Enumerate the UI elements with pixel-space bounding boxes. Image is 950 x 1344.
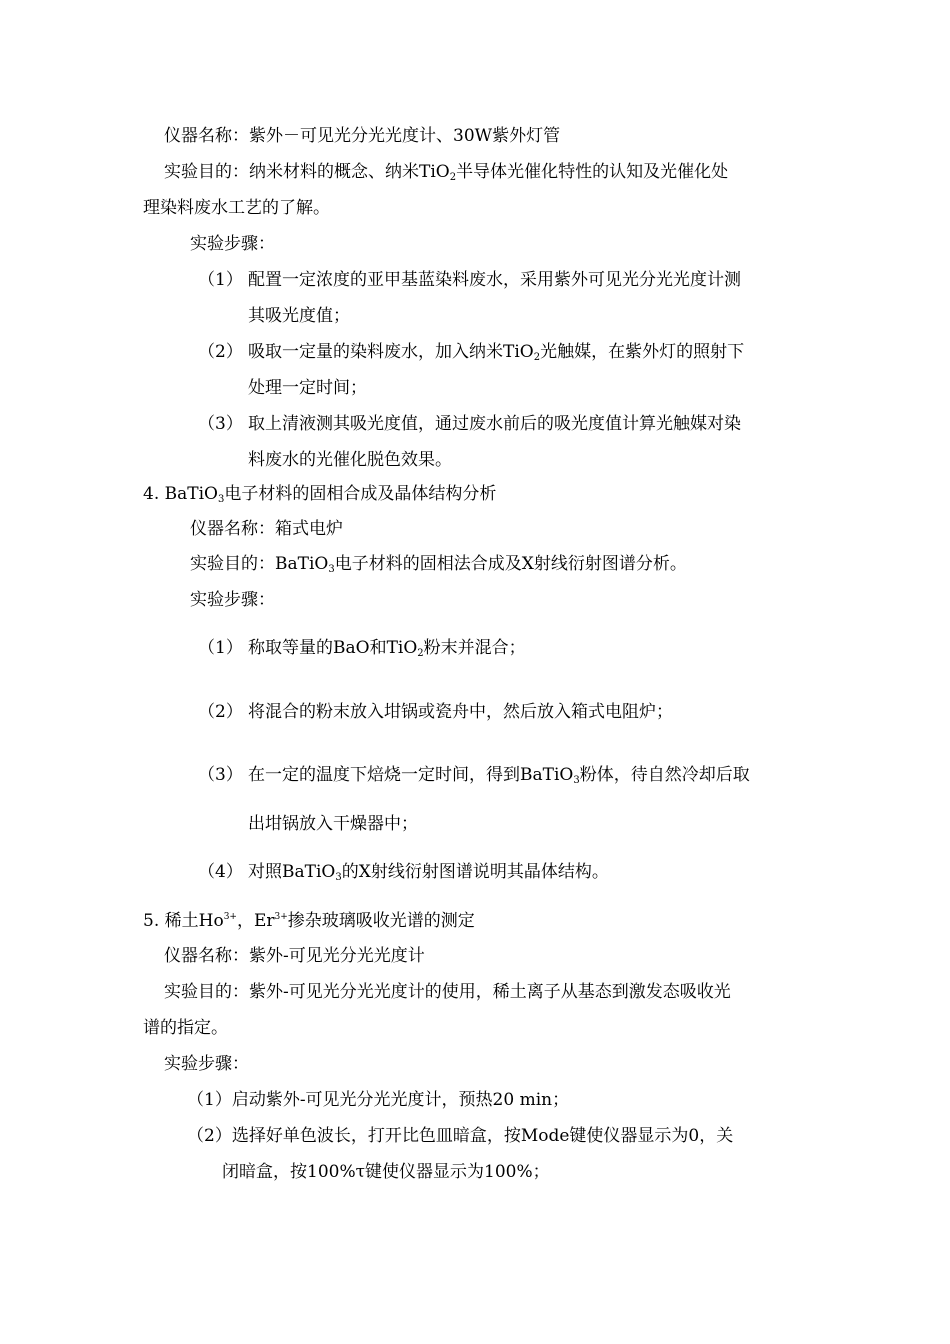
s4-step1-num: （1） [198, 638, 243, 658]
s5-step2-line2: 闭暗盒，按100%τ键使仪器显示为100%； [222, 1162, 550, 1182]
s5-steps-label: 实验步骤： [164, 1054, 249, 1074]
s5-instrument: 仪器名称：紫外-可见光分光光度计 [164, 946, 425, 966]
s4-instrument: 仪器名称：箱式电炉 [190, 519, 343, 539]
s4-step1-text: 称取等量的BaO和TiO$_2$粉末并混合； [248, 638, 526, 659]
s4-step3-num: （3） [198, 765, 243, 785]
s5-step1-line1: （1）启动紫外-可见光分光光度计，预热20 min； [187, 1090, 570, 1110]
s5-purpose-line2: 谱的指定。 [143, 1018, 228, 1038]
s3-step2-line1: 吸取一定量的染料废水，加入纳米TiO$_2$光触媒，在紫外灯的照射下 [248, 342, 745, 363]
s3-step2-line2: 处理一定时间； [248, 378, 367, 398]
s5-step2-line1: （2）选择好单色波长，打开比色皿暗盒，按Mode键使仪器显示为0，关 [187, 1126, 734, 1146]
s4-step3-line1: 在一定的温度下焙烧一定时间，得到BaTiO$_3$粉体，待自然冷却后取 [248, 765, 750, 786]
s4-step4-num: （4） [198, 862, 243, 882]
s3-purpose-line1: 实验目的：纳米材料的概念、纳米TiO$_2$半导体光催化特性的认知及光催化处 [164, 162, 729, 183]
s3-step3-line2: 料废水的光催化脱色效果。 [248, 450, 452, 470]
s5-purpose-line1: 实验目的：紫外-可见光分光光度计的使用，稀土离子从基态到激发态吸收光 [164, 982, 731, 1002]
s3-steps-label: 实验步骤： [190, 234, 275, 254]
s3-purpose-line2: 理染料废水工艺的了解。 [143, 198, 330, 218]
s5-title: 5. 稀土$Ho^{3+}$，$Er^{3+}$掺杂玻璃吸收光谱的测定 [143, 911, 475, 931]
s3-step3-line1: 取上清液测其吸光度值，通过废水前后的吸光度值计算光触媒对染 [248, 414, 741, 434]
s4-title: 4. BaTiO$_3$电子材料的固相合成及晶体结构分析 [143, 484, 497, 505]
s4-steps-label: 实验步骤： [190, 590, 275, 610]
s4-step3-line2: 出坩锅放入干燥器中； [248, 814, 418, 834]
s4-step2-num: （2） [198, 702, 243, 722]
s3-step3-num: （3） [198, 414, 243, 434]
s3-step2-num: （2） [198, 342, 243, 362]
s4-purpose: 实验目的：BaTiO$_3$电子材料的固相法合成及X射线衍射图谱分析。 [190, 554, 687, 575]
s3-step1-line1: 配置一定浓度的亚甲基蓝染料废水，采用紫外可见光分光光度计测 [248, 270, 741, 290]
s3-step1-num: （1） [198, 270, 243, 290]
s4-step4-text: 对照BaTiO$_3$的X射线衍射图谱说明其晶体结构。 [248, 862, 609, 883]
s4-step2-text: 将混合的粉末放入坩锅或瓷舟中，然后放入箱式电阻炉； [248, 702, 673, 722]
s3-step1-line2: 其吸光度值； [248, 306, 350, 326]
s3-instrument: 仪器名称：紫外－可见光分光光度计、30W紫外灯管 [164, 126, 561, 146]
